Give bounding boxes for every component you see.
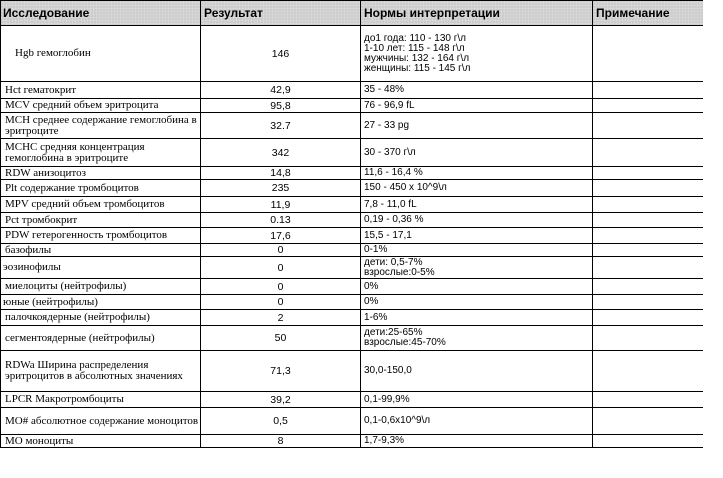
norm-cell [361, 99, 593, 113]
norm-line: 11,6 - 16,4 % [364, 167, 423, 178]
norm-cell [361, 213, 593, 228]
table-row [1, 180, 704, 197]
note-cell [593, 257, 704, 279]
study-name-cell: MCV средний объем эритроцита [1, 99, 201, 113]
result-value-cell: 95,8 [201, 99, 361, 113]
result-value-cell: 32.7 [201, 113, 361, 139]
study-name-cell: LPCR Макротромбоциты [1, 392, 201, 408]
study-name-cell: Hgb гемоглобин [1, 26, 201, 82]
result-value-cell: 0 [201, 279, 361, 295]
norm-line: 0% [364, 296, 379, 307]
norm-line: 30 - 370 г\л [364, 146, 416, 158]
note-cell [593, 82, 704, 99]
norm-line: 1-10 лет: 115 - 148 г\л [364, 42, 465, 54]
norm-cell [361, 351, 593, 392]
norm-cell [361, 435, 593, 448]
norm-line: дети:25-65% [364, 327, 423, 338]
norm-cell [361, 197, 593, 213]
norm-line: 27 - 33 pg [364, 119, 410, 131]
norm-line: 1,7-9,3% [364, 435, 405, 446]
study-name-cell: эозинофилы [1, 257, 201, 279]
table-row [1, 244, 704, 257]
norm-cell [361, 279, 593, 295]
result-value-cell: 11,9 [201, 197, 361, 213]
norm-line: 0,1-99,9% [364, 393, 410, 405]
note-cell [593, 197, 704, 213]
norm-cell [361, 139, 593, 167]
table-row [1, 326, 704, 351]
study-name-cell: юные (нейтрофилы) [1, 295, 201, 310]
norm-line: до1 года: 110 - 130 г\л [364, 32, 467, 44]
norm-line: 35 - 48% [364, 84, 405, 95]
norm-line: 15,5 - 17,1 [364, 229, 412, 241]
study-name-cell: MPV средний объем тромбоцитов [1, 197, 201, 213]
table-row [1, 113, 704, 139]
header-row [1, 1, 704, 26]
note-cell [593, 326, 704, 351]
result-value-cell: 50 [201, 326, 361, 351]
table-row [1, 257, 704, 279]
note-cell [593, 139, 704, 167]
note-cell [593, 213, 704, 228]
norm-cell [361, 167, 593, 180]
table-row [1, 82, 704, 99]
norm-cell [361, 113, 593, 139]
norm-line: 0-1% [364, 244, 388, 255]
norm-line: взрослые:0-5% [364, 266, 435, 278]
header-study: Исследование [1, 1, 201, 26]
result-value-cell: 2 [201, 310, 361, 326]
norm-cell [361, 26, 593, 82]
table-row [1, 392, 704, 408]
study-name-cell: палочкоядерные (нейтрофилы) [1, 310, 201, 326]
result-value-cell: 14,8 [201, 167, 361, 180]
norm-line: 30,0-150,0 [364, 365, 412, 376]
result-value-cell: 0.13 [201, 213, 361, 228]
norm-line: 76 - 96,9 fL [364, 99, 415, 111]
results-body [1, 26, 704, 448]
table-row [1, 228, 704, 244]
study-name-cell: RDWa Ширина распределения эритроцитов в абсолютных значениях [1, 351, 201, 392]
note-cell [593, 244, 704, 257]
norm-line: дети: 0,5-7% [364, 256, 423, 268]
norm-cell [361, 180, 593, 197]
result-value-cell: 0 [201, 257, 361, 279]
table-row [1, 435, 704, 448]
header-norms: Нормы интерпретации [361, 1, 593, 26]
table-row [1, 279, 704, 295]
table-row [1, 213, 704, 228]
norm-cell [361, 82, 593, 99]
study-name-cell: Plt содержание тромбоцитов [1, 180, 201, 197]
note-cell [593, 228, 704, 244]
page-margin [703, 0, 723, 478]
header-result: Результат [201, 1, 361, 26]
norm-line: женщины: 115 - 145 г\л [364, 62, 471, 74]
norm-cell [361, 228, 593, 244]
study-name-cell: сегментоядерные (нейтрофилы) [1, 326, 201, 351]
study-name-cell: миелоциты (нейтрофилы) [1, 279, 201, 295]
study-name-cell: MO моноциты [1, 435, 201, 448]
table-row [1, 167, 704, 180]
result-value-cell: 17,6 [201, 228, 361, 244]
table-row [1, 351, 704, 392]
study-name-cell: RDW анизоцитоз [1, 167, 201, 180]
study-name-cell: Pct тромбокрит [1, 213, 201, 228]
table-row [1, 408, 704, 435]
note-cell [593, 113, 704, 139]
note-cell [593, 279, 704, 295]
norm-line: мужчины: 132 - 164 г\л [364, 52, 470, 64]
note-cell [593, 99, 704, 113]
norm-cell [361, 257, 593, 279]
study-name-cell: MO# абсолютное содержание моноцитов [1, 408, 201, 435]
norm-line: взрослые:45-70% [364, 337, 446, 348]
result-value-cell: 0 [201, 244, 361, 257]
table-row [1, 26, 704, 82]
note-cell [593, 26, 704, 82]
note-cell [593, 180, 704, 197]
result-value-cell: 342 [201, 139, 361, 167]
norm-cell [361, 244, 593, 257]
header-note: Примечание [593, 1, 704, 26]
note-cell [593, 167, 704, 180]
result-value-cell: 39,2 [201, 392, 361, 408]
norm-cell [361, 392, 593, 408]
study-name-cell: Hct гематокрит [1, 82, 201, 99]
note-cell [593, 408, 704, 435]
result-value-cell: 235 [201, 180, 361, 197]
table-row [1, 295, 704, 310]
result-value-cell: 146 [201, 26, 361, 82]
table-row [1, 197, 704, 213]
result-value-cell: 8 [201, 435, 361, 448]
norm-cell [361, 310, 593, 326]
norm-line: 0,19 - 0,36 % [364, 214, 424, 225]
norm-cell [361, 326, 593, 351]
norm-cell [361, 295, 593, 310]
norm-line: 0,1-0,6х10^9\л [364, 415, 431, 426]
study-name-cell: MCH среднее содержание гемоглобина в эритроците [1, 113, 201, 139]
norm-cell [361, 408, 593, 435]
table-row [1, 99, 704, 113]
note-cell [593, 310, 704, 326]
study-name-cell: базофилы [1, 244, 201, 257]
norm-line: 150 - 450 x 10^9\л [364, 182, 447, 193]
study-name-cell: PDW гетерогенность тромбоцитов [1, 228, 201, 244]
norm-line: 1-6% [364, 311, 388, 323]
note-cell [593, 295, 704, 310]
study-name-cell: MCHC средняя концентрация гемоглобина в эритроците [1, 139, 201, 167]
note-cell [593, 351, 704, 392]
note-cell [593, 392, 704, 408]
note-cell [593, 435, 704, 448]
table-row [1, 310, 704, 326]
result-value-cell: 71,3 [201, 351, 361, 392]
table-row [1, 139, 704, 167]
norm-line: 0% [364, 280, 379, 292]
norm-line: 7,8 - 11,0 fL [364, 198, 417, 210]
result-value-cell: 0,5 [201, 408, 361, 435]
result-value-cell: 0 [201, 295, 361, 310]
result-value-cell: 42,9 [201, 82, 361, 99]
